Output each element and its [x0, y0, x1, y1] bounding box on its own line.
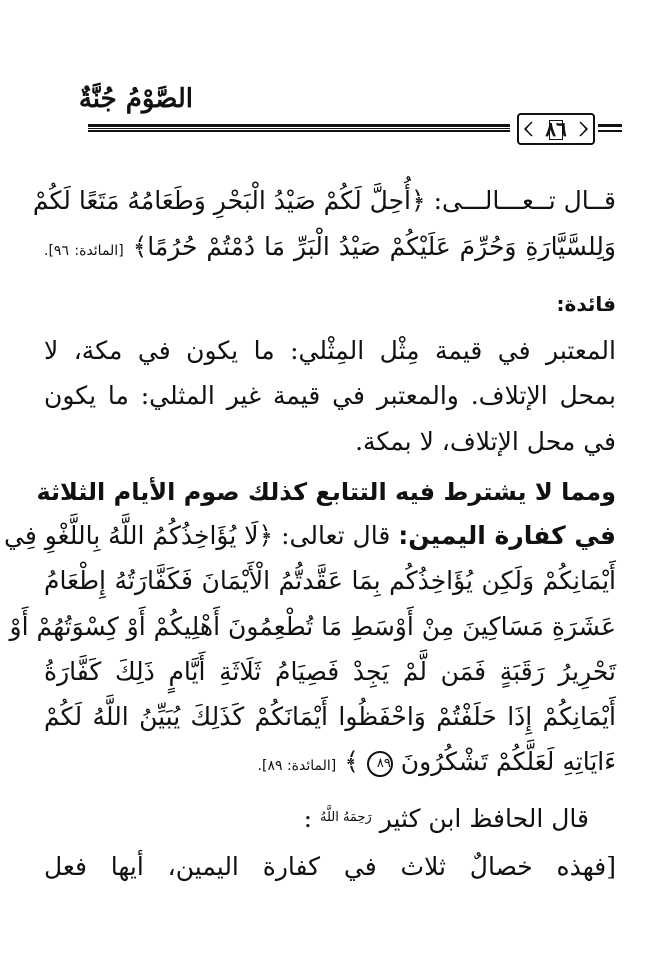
verse-text: تَحْرِيرُ رَقَبَةٍ فَمَن لَّمْ يَجِدْ فَصِيَامُ ثَلَاثَةِ أَيَّامٍ ذَلِكَ كَفَّارَةُ	[44, 657, 616, 686]
body-line	[36, 477, 616, 507]
body-line	[44, 427, 616, 457]
honorific-mark: رَحِمَهُ اللَّهُ	[319, 810, 372, 825]
body-line	[44, 803, 589, 834]
page-number-badge	[517, 113, 595, 145]
verse-text: وَلِلسَّيَّارَةِ وَحُرِّمَ عَلَيْكُمْ صَيْدُ الْبَرِّ مَا دُمْتُمْ حُرُمًا﴾	[132, 232, 616, 261]
header-rule-short	[598, 124, 622, 132]
section-heading	[44, 289, 616, 319]
verse-text: عَشَرَةِ مَسَاكِينَ مِنْ أَوْسَطِ مَا تُطْعِمُونَ أَهْلِيكُمْ أَوْ كِسْوَتُهُمْ أَوْ	[9, 612, 616, 641]
body-line	[4, 521, 616, 551]
paragraph-text: المعتبر في قيمة مِثْل المِثْلي: ما يكون في مكة، لا	[44, 336, 616, 365]
paragraph-text: ومما لا يشترط فيه التتابع كذلك صوم الأيام الثلاثة	[36, 478, 616, 506]
ornament-right-icon	[579, 121, 589, 137]
verse-close-bracket: ﴾	[344, 747, 359, 776]
header-rule	[88, 124, 510, 132]
colon: :	[303, 804, 313, 833]
paragraph-text: [فهذه خصالٌ ثلاث في كفارة اليمين، أيها فعل	[44, 852, 616, 881]
page-number: ٨٦	[545, 117, 567, 141]
body-line	[44, 336, 616, 366]
body-line	[44, 232, 616, 266]
surah-citation: [المائدة: ٩٦].	[44, 243, 124, 259]
verse-text: قال تعالى: ﴿لَا يُؤَاخِذُكُمُ اللَّهُ بِاللَّغْوِ فِي	[4, 521, 391, 550]
paragraph-text: في محل الإتلاف، لا بمكة.	[355, 427, 616, 456]
body-line	[44, 702, 616, 732]
body-line	[44, 657, 616, 687]
body-line	[44, 852, 616, 882]
body-line	[44, 747, 616, 781]
heading-text: فائدة:	[556, 292, 616, 316]
bold-lead: في كفارة اليمين:	[398, 521, 616, 550]
paragraph-text: قال الحافظ ابن كثير	[379, 804, 589, 833]
body-line	[44, 381, 616, 411]
surah-citation: [المائدة: ٨٩].	[257, 758, 337, 774]
running-header-title: الصَّوْمُ جُنَّةٌ	[78, 84, 193, 114]
verse-text: قــال تــعـــالـــى: ﴿أُحِلَّ لَكُمْ صَيْدُ الْبَحْرِ وَطَعَامُهُ مَتَعًا لَكُمْ	[32, 186, 616, 215]
ornament-left-icon	[523, 121, 533, 137]
paragraph-text: بمحل الإتلاف. والمعتبر في قيمة غير المثلي: ما يكون	[44, 381, 616, 410]
body-line	[9, 612, 616, 642]
ayah-number-mark: ٨٩	[367, 751, 393, 777]
verse-text: ءَايَاتِهِ لَعَلَّكُمْ تَشْكُرُونَ	[400, 747, 616, 776]
verse-text: أَيْمَانِكُمْ وَلَكِن يُؤَاخِذُكُم بِمَا عَقَّدتُّمُ الْأَيْمَانَ فَكَفَّارَتُهُ إِطْعَامُ	[44, 566, 616, 595]
verse-text: أَيْمَانِكُمْ إِذَا حَلَفْتُمْ وَاحْفَظُوا أَيْمَانَكُمْ كَذَلِكَ يُبَيِّنُ اللَّهُ لَكُمْ	[44, 702, 616, 731]
body-line	[32, 186, 616, 216]
body-line	[44, 566, 616, 596]
